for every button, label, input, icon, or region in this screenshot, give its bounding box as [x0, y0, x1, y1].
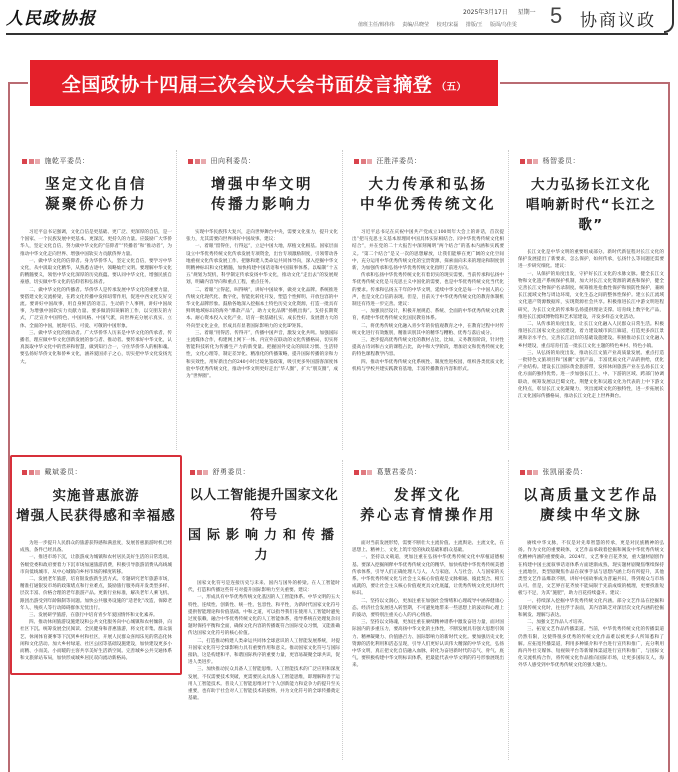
paragraph: 二、将优秀传统文化融入青少年的价值观教育之中，在教育过程中对传统文化进行有效甄别，精准识别其中的精华与糟粕、优秀与落后成分。	[352, 323, 504, 336]
paragraph: 三、从弘扬的角度出发，推动长江文旅产业高质量发展。重点打造一批特色文旅项目和“国潮”文创产品，丰富优质文化产品的供给，优化产业结构。建设长江国际黄金旅游带，发挥休闲旅游产业在弘扬长江文化方面的独特优势。进一步加强长江上、中、下游的区域、跨部门协调联动，统筹发展以巴蜀文化、荆楚文化和吴越文化为代表的上中下游文化特点，彰显长江文化凝聚力，突出流域文化的独特性，进一步拓展长江文化国际传播格局，推动长江文化走上世界舞台。	[518, 350, 664, 400]
article-headline	[514, 175, 668, 235]
headline-line: 实施普惠旅游	[52, 488, 140, 504]
headline-line: 大力传承和弘扬	[368, 177, 488, 193]
marker-square-icon	[203, 470, 208, 475]
paragraph: 一、持续深入挖掘中华优秀传统文化内涵。部分文艺作品在挖掘和呈现传统文化时，往往浮于表面，其内容缺乏对深层次文化内涵的挖掘和阐发、理解与表达。	[518, 598, 664, 619]
author-name: 舒勇委员：	[212, 468, 250, 476]
issue-date	[455, 7, 536, 16]
paragraph: 一、着眼“留得住，行得远”，立足中国大地，厚植文化根基。国家层面设立中华优秀传统文化传承发展专项资金，出台专项激励制度，引领带动各地重视文化传承发展工作。把脉和建人类命运共同体导向，深入挖掘中华文明精神标识和文化精髓，加快构建中国话语和中国叙事体系。以编制“十五五”规划为契机，科学制定传承发扬中华文化，推动文化“走出去”的发展规划，明确内容导向和重点工程，重点任务。	[186, 244, 338, 286]
marker-square-icon	[190, 470, 195, 475]
marker-square-icon	[35, 470, 40, 475]
article	[348, 466, 508, 670]
headline-line: 以高质量文艺作品	[523, 488, 659, 504]
paragraph: 二、坚持以文润心，更加注重在加强社会情绪和心理疏导中涵养健康心态。经济社会发展进入转型期，不可避免地带来一些思想上的波动和心理上的波动，要特别注重关心人的内心情感。	[352, 598, 504, 619]
credit-proofreader: 校对/宋磊	[436, 22, 459, 28]
marker-square-icon	[35, 159, 40, 164]
marker-square-icon	[22, 470, 27, 475]
credit-layout: 排版/王	[465, 22, 483, 28]
paragraph: 国家文化符号是连接历史与未来、国内与国外的桥梁。在人工智能时代，打造和传播这些符号对提升国际影响力至关重要。建议：	[188, 581, 340, 594]
article-body	[184, 580, 344, 702]
headline-line: 凝聚侨心侨力	[45, 197, 147, 213]
marker-square-icon	[354, 470, 359, 475]
paragraph: 二、发展老年旅游，培育银发族新生活方式。专题研究老年旅游市场，精准打通银发市场的政策堵点和行业难点，鼓励旅行服务商开发类型多样、层次丰富、价格合理的老年旅游产品。更新行业标准，解决老年人乘飞机、跟团出游受到年龄限制等问题。加快公共服务设施的“适老化”改造，保障老年人、残疾人等行动障碍群体无忧出行。	[20, 577, 172, 611]
headline-line: 以人工智能提升国家文化符号	[189, 488, 339, 523]
paragraph: 三、发展研学旅游，在旅行中培育青少年爱国情怀和文化素养。	[29, 613, 158, 619]
article-body	[348, 229, 508, 373]
headline-line: 坚定文化自信	[45, 177, 147, 193]
author-row	[188, 155, 342, 167]
masthead-rule	[6, 33, 668, 35]
article	[514, 466, 668, 670]
marker-square-icon	[533, 159, 538, 164]
article-headline	[184, 486, 344, 566]
article-headline	[182, 175, 342, 215]
headline-line: 赓续中华文脉	[540, 508, 642, 524]
marker-square-icon	[354, 159, 359, 164]
masthead-corner-curl	[664, 0, 674, 33]
masthead	[0, 0, 678, 36]
article-headline	[16, 486, 176, 526]
credit-duty-editor: 值班主任/韩伟伟	[358, 22, 395, 28]
article-headline	[348, 175, 508, 215]
author-row	[520, 155, 668, 167]
article-body	[16, 229, 176, 366]
editorial-credits	[358, 21, 523, 28]
paragraph: 实现中华民族伟大复兴，走向世界舞台中央，需要文化张力，提升文化张力，尤其需要向世界讲好中国故事。建议：	[186, 230, 338, 243]
author-name: 施乾平委员：	[44, 157, 90, 165]
article	[184, 466, 344, 702]
paragraph: 一、坚持以文载道，更加注重在弘扬中华优秀传统文化中厚植道德根基。要深入挖掘阐释中华优秀传统文化的精华，加快构建中华优秀传统美德传承体系，引导人们正确处理人与人、人与家庭、人与社会、人与国家的关系。中华优秀传统文化与社会主义核心价值观是文脉相通、彼此契合、相互成就的，要让社会主义核心价值观更具文化底蕴，让优秀传统文化更具时代标识。	[352, 555, 504, 597]
marker-square-icon	[520, 470, 525, 475]
paragraph: 一、做中华文化的信仰者。身为华侨华人，坚定文化自信，要学习中华文化，从中汲取文化精华，从熟悉古迹中，领略灿烂文明。要理解中华文化的精髓要义，领悟中华文化深厚的历史底蕴。要认同中华文化，增强民族自豪感，切实做中华文化的信仰者和弘扬者。	[20, 258, 172, 286]
paragraph: 三、逐步提高优秀传统文化的教材占比，比如，义务教育阶段，针对性提高古诗词和古文的课程占比，高中和大学阶段，增加语文和优秀传统文化的特色课程教学内容。	[352, 338, 504, 358]
headline-line: 大力弘扬长江文化	[531, 177, 651, 193]
marker-square-icon	[367, 470, 372, 475]
title-banner	[30, 60, 498, 106]
section-name: 协商议政	[580, 11, 656, 31]
article-body	[16, 540, 176, 662]
credit-editor: 责编/吕晓莹	[402, 22, 429, 28]
paragraph: 习近平总书记在庆祝中国共产党成立100周年大会上的讲话，首次提出“把马克思主义基本原理同中国具体实际相结合、同中华优秀传统文化相结合”，并在党的二十大报告中深刻阐明“两个结合”的基本内涵和实践要义。“第二个结合”是又一次的思想解放，让我们能够在更广阔的文化空间中，充分运用中华优秀传统文化的宝贵资源，探索面向未来的理论和制度创新，为加强传承和弘扬中华优秀传统文化指明了前进方向。	[352, 230, 504, 272]
headline-line: 国际影响力和传播力	[187, 528, 340, 563]
paragraph: 长江文化是中华文明的重要组成部分。新时代新征程对长江文化的保护发展提出了新要求，怎么保护，如何传承，弘扬什么等问题还需要进一步研究细化。建议：	[518, 250, 664, 270]
column-divider	[342, 150, 343, 450]
marker-square-icon	[520, 159, 525, 164]
banner-issue: （五）	[436, 82, 467, 93]
author-row	[354, 155, 508, 167]
date-text: 2025年3月17日	[463, 9, 508, 16]
marker-square-icon	[29, 159, 34, 164]
author-row	[22, 155, 176, 167]
marker-square-icon	[22, 159, 27, 164]
marker-square-icon	[527, 159, 532, 164]
headline-line: 发挥文化	[394, 488, 462, 504]
paragraph: 三、坚持以文铸魂，更加注重在赓续精神谱系中激发奋进力量，面对国际国内的多重压力，要高扬中华文化的主体性，不断发展具有强大思想引领力、精神凝聚力、价值感召力、国际影响力的新时代文化。要加强历史文化资源的活化利用和活态呈现，引导人们更好认识伟大精深的中华文化，弘扬中华文明，真正把文化自信融入血脉，转化为奋进新时代的志气、骨气、底气。要积极构建中华文明标识体系，把最能代表中华文明的符号形象展现出来。	[352, 620, 504, 669]
article	[348, 155, 508, 373]
page-number: 5	[550, 3, 563, 28]
article	[514, 155, 668, 400]
column-divider	[176, 150, 177, 450]
paragraph: 一、加强顶层设计，积极开展规范、系统、全面的中华优秀传统文化教育，构建中华优秀传统文化国民教育体系。	[352, 309, 504, 322]
headline-line: 增强人民获得感和幸福感	[16, 508, 176, 524]
paragraph: 三、加快推动民众具备人工智能思维。人工智能技术的广泛应用和深度发展，不仅需要技术突破，更需要民众具备人工智能思维，即理解和善于运用人工智能技术。普及人工智能思维对于个人创新能力和竞争力的提升至关重要，也有助于社会对人工智能技术的接纳，并为文化符号的全球传播奠定基础。	[188, 667, 340, 702]
headline-line: 中华优秀传统文化	[360, 197, 496, 213]
marker-square-icon	[361, 470, 366, 475]
paragraph: 习近平总书记强调，文化自信是更基础、更广泛、更深厚的自信，是一个国家、一个民族发展中更基本、更深沉、更持久的力量。应鼓励广大华侨华人，坚定文化自信，努力做中华文化的“信仰者”“传播者”和“推动者”，为推动中华文化走向世界、增强中国软实力贡献侨界力量。	[20, 230, 172, 257]
author-row	[354, 466, 508, 478]
paragraph: 二、着眼“立得起，叫得响”，讲好中国故事，做亮文化品牌。系统推进传统文化现代化、数字化，智能化转化开发，塑造个性鲜明、开放包容的中华文化品牌形象。鼓励各地深入挖掘本土特色历史文化资源，打造一批具有鲜明地域标识的海外“爆款产品”，助力文化品牌“扬帆出海”。支持长期资本、耐心资本投入文化产业，培育一批基础扎实、成长性好、发展潜力大的外向型文化企业，形成具有显著国际影响力的文化IP矩阵。	[186, 287, 338, 329]
paragraph: 二、做中华文化的传播者。华侨华人是传承发展中华文化的重要力量，要搭建文化交流桥梁，在跨文化传播中发挥纽带作用，促进中西文化友好交流。要讲好中国故事，用自身鲜活的语言、生动的个人事例，讲好中国故事，为增强中国软实力贡献力量。要多做消弭误解的工作，以交朋友的方式，广泛宣介中国特色、中国风格、中国气派，向世界充分展示真实、立体、全面的中国，展现可信、可爱、可敬的中国形象。	[20, 287, 172, 329]
paragraph: 赓续中华文脉，不仅是对先辈智慧的传承，更是对民族精神的弘扬。作为文化的重要载体，文艺作品承载着挖掘和阐发中华优秀传统文化精神内涵的重要使命。2024年，文艺事业百花齐放，重大题材剧创作在构建中国主流叙事话语体系方面逐渐成熟，现实题材剧聚焦继续保持主流地位，类型剧聚焦作品在叙事手法与思想内涵上均有所提升，其他类型文艺作品爆款不断，讲好中国故事成为普遍共识，得到观众与市场认可。但是，文艺界百花齐放不能局限于先前成绩的梳理，更要找准短板与不足，为其“施肥”，助力百花持续盛开。建议：	[518, 541, 664, 597]
weekday-text: 星期一	[517, 9, 536, 16]
marker-square-icon	[361, 159, 366, 164]
marker-square-icon	[527, 470, 532, 475]
column-divider	[508, 150, 509, 450]
paragraph: 二、打造推动构建人类命运共同体全球意识的人工智能发展系统，对提升国家文化符号全球影响力具有重要作用和意义。推动国家文化符号与国际接轨，这是构建和平、和谐国际秩序的重要力量，更容易凝聚全球共识，促进人类进步。	[188, 638, 340, 666]
marker-square-icon	[195, 159, 200, 164]
article-highlighted	[16, 466, 176, 662]
headline-line: 唱响新时代“长江之歌”	[525, 197, 657, 233]
paragraph: 面对当前发展形势，需要不断壮大主流价值、主流舆论、主流文化，在思想上、精神上、文化上筑牢党的执政基础和群众基础。	[352, 541, 504, 554]
banner-title: 全国政协十四届三次会议大会书面发言摘登	[61, 73, 433, 96]
article	[16, 155, 176, 366]
marker-square-icon	[188, 159, 193, 164]
paragraph: 一、推进市场下沉，让旅游成为城镇和农村居民美好生活的日常选项。各级党委和政府要着力下沉市场加速旅游消费，积极引导旅游消费从高线城市向低线城市、从中心城镇向乡村市场的梯度转移。	[20, 555, 172, 575]
marker-square-icon	[201, 159, 206, 164]
author-name: 杨智委员：	[542, 157, 580, 165]
article	[182, 155, 342, 380]
marker-square-icon	[533, 470, 538, 475]
paragraph: 传承和弘扬中华优秀传统文化有着切实的现实需要。当前传承和弘扬中华优秀传统文化是马克思主义中国化的需要，也是中华优秀传统文化当代化的要求。传承和弘扬五千年的中华文明，延续中华文化是每一个中国人的心声，也是文化自信的表现。但是，目前关于中华优秀传统文化的教育体制机制还有待进一步完善。建议：	[352, 273, 504, 308]
paragraph: 二、加强文艺作品人才培养。	[527, 620, 587, 626]
paragraph: 一、形成具有中华优秀传统文化基因的人工智能体系。中华文明的五大特性，连续性、创新性、统一性、包容性、和平性，为新时代国家文化符号提供智能理论和价值基础。中和之道，可以指导我们在使用人工智能时避免过度依赖，融合中华优秀传统文化的人工智能体系，指导系统在处理复杂问题时保持平衡和全面，确保文化内容的传播既符合国际受众习惯，又能准确传达国家文化符号的核心价值。	[188, 595, 340, 637]
article-headline	[16, 175, 176, 215]
author-row	[22, 466, 176, 478]
marker-square-icon	[29, 470, 34, 475]
credit-page: 版面/乌佳雯	[490, 22, 517, 28]
column-divider	[508, 460, 509, 760]
article-headline	[514, 486, 668, 526]
paragraph: 三、做中华文化的推动者。广大华侨华人历来是中华文化的传承者、传播者，理应做中华文化创新发展的参与者、推动者。要传承好中华文化，认真汲取中华文化中的营养和智慧，做到知行合一，守住华侨华人的根和魂。要弘扬好华侨文化和侨乡文化，涵养爱国赤子之心，切实把中华文化发扬光大。	[20, 330, 172, 365]
article-body	[348, 540, 508, 670]
paragraph: 一、从保护的角度出发，守护好长江文化的水脉文脉。健全长江文物和文化遗产系统保护机制，加大对长江文化资源的调查和保护，健全完善长江文物保护名录制度。统筹推进抢救性保护和预防性保护，兼顾长江流域文物与周边环境，文化生态之间的整体性保护。建立长江流域文化遗产资源数据库，实现资源社会共享。积极推进长江中游文明进程研究，为长江文化的传承和弘扬提供理论支撑。培育线上数字化产品，推进长江流域博物馆和艺术馆建设，开发多样态文化活动。	[518, 271, 664, 320]
paragraph: 为进一步提升人民群众的旅游获得感和满意度，发展普惠旅游时机已经成熟，条件已经具备。	[20, 541, 172, 554]
paragraph: 四、推动休闲旅游设施建设和公共文化服务向中心城镇和农村倾斜，向社区下沉。统筹发展全民阅读、全民健身和普惠旅游，将文化市集、群众演艺、休闲体育赛事等下沉到乡村和社区，开展人民群众喜闻乐见的常态化休闲和文化活动。加大乡村绿道、社区公园等基础设施建设，加快建设更多小而精、小而美、小而暖的主客共享美好生活新空间。完善城乡公共交通体系和文旅驿站布局，加快形成城乡居民双向流动新格局。	[20, 620, 172, 662]
paragraph: 三、着眼“用得活、传得开”，传播中国声音，激发文化共鸣。加强国际主流媒体合作，构建网上网下一体、内宣外宣联动的文化传播格局，切实将智能科技转化为传播生产力的新变量。把握国外受众的阅读习惯、生活特性，文化心理等，制定差异化、精准化的传播策略，提升国际传播的亲和力和实效性。用好新出台的240小时过境免签政策，吸引更多外国游客深度体验中华优秀传统文化，推动中华文明更好走出“华人圈”，扩大“朋友圈”，成为“世界圈”。	[186, 330, 338, 380]
author-name: 田向利委员：	[210, 157, 256, 165]
article-body	[514, 249, 668, 400]
article-headline	[348, 486, 508, 526]
paragraph: 二、从传承的角度出发，让长江文化融入人民群众日常生活。积极推进长江国家文化公园建设，着力建设城市滨江廊道，打造更多滨江景观和亲水平台，完善长江沿岸的基础设施建设。积极推动长江文化融入乡村建设，重点培育打造一批长江文化主题的特色乡村、特色小镇。	[518, 322, 664, 349]
article-body	[514, 540, 668, 670]
paragraph: 三、拓宽文艺作品传播渠道。当前，中华优秀传统文化的传播渠道仍然有限，这使得很多优秀的传统文化作品难以被更多人所知悉和了解。应拓宽传播渠道，利用多种媒介和平台进行宣传和推广，充分利用海内外社交媒体、短视频平台等新媒体渠道进行宣传和推广，与国际文化交流机构合作，将传统文化作品推向国际市场，让更多国际友人、海外华人感受到中华优秀传统文化的强大魅力。	[518, 627, 664, 669]
headline-line: 增强中华文明	[211, 177, 313, 193]
author-name: 张凯丽委员：	[542, 468, 588, 476]
author-name: 戴斌委员：	[44, 468, 82, 476]
marker-square-icon	[197, 470, 202, 475]
headline-line: 养心志育情操作用	[360, 508, 496, 524]
author-name: 汪胜洋委员：	[376, 157, 422, 165]
author-row	[520, 466, 668, 478]
newspaper-logo: 人民政协报	[6, 9, 96, 29]
author-row	[190, 466, 344, 478]
headline-line: 传播力影响力	[211, 197, 313, 213]
author-name: 葛慧君委员：	[376, 468, 422, 476]
paragraph: 四、推动中华优秀传统文化系统性、制度性进校园，组织各类优质文化机构与学校共建实践教育基地，丰富传播教育内容和形式。	[352, 359, 504, 372]
marker-square-icon	[367, 159, 372, 164]
article-body	[182, 229, 342, 380]
